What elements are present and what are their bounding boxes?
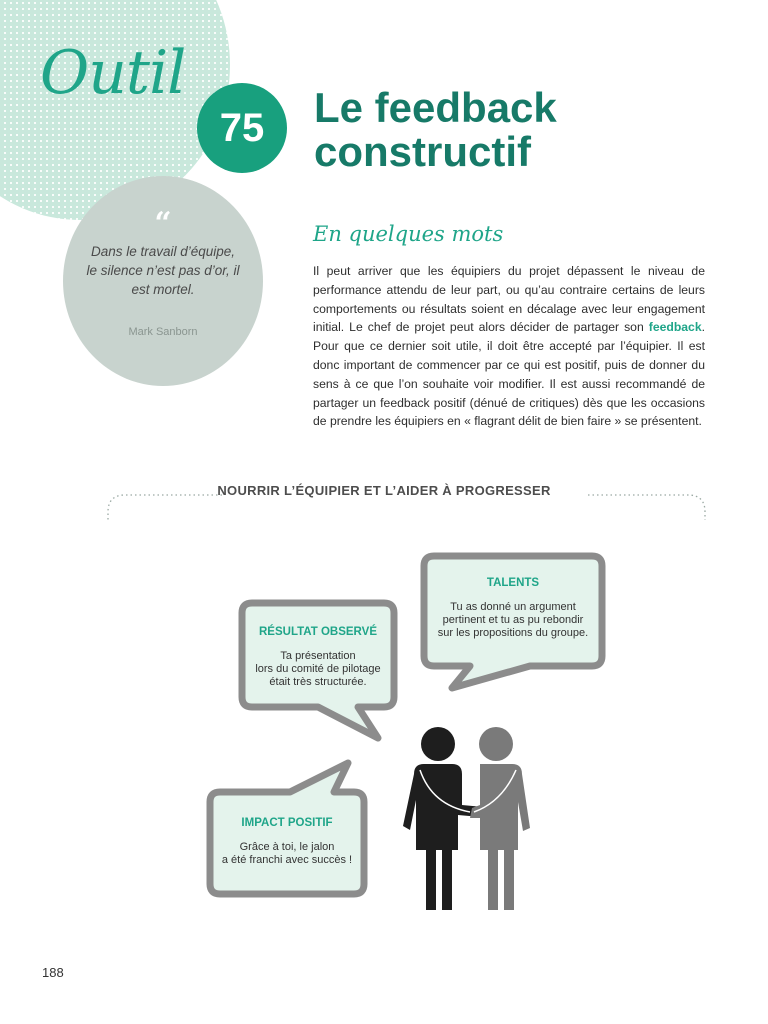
- impact-title: IMPACT POSITIF: [241, 817, 333, 829]
- figure-left-head: [421, 727, 455, 761]
- summary-heading: En quelques mots: [313, 222, 504, 246]
- talents-line-2: pertinent et tu as pu rebondir: [442, 614, 584, 626]
- talents-text: [430, 601, 596, 640]
- resultat-title: RÉSULTAT OBSERVÉ: [259, 626, 377, 638]
- resultat-line-2: lors du comité de pilotage: [255, 663, 381, 675]
- resultat-line-3: était très structurée.: [269, 676, 367, 688]
- title-line-1: Le feedback: [314, 84, 557, 131]
- impact-line-2: a été franchi avec succès !: [221, 854, 353, 866]
- quote-mark-icon: “: [154, 206, 172, 241]
- tool-label: Outil: [40, 38, 186, 108]
- tool-number: 75: [219, 105, 265, 150]
- resultat-text: [246, 650, 390, 689]
- quote-author: Mark Sanborn: [128, 326, 198, 338]
- talents-line-3: sur les propositions du groupe.: [437, 627, 589, 639]
- page-number: 188: [42, 965, 64, 980]
- talents-title: TALENTS: [486, 577, 540, 589]
- figure-right: [470, 727, 530, 910]
- resultat-line-1: Ta présentation: [280, 650, 356, 662]
- impact-line-1: Grâce à toi, le jalon: [239, 841, 335, 853]
- figure-right-body: [470, 764, 530, 910]
- quote-text: Dans le travail d’équipe, le silence n’est pas d’or, il est mortel.: [86, 244, 240, 297]
- impact-text: [212, 841, 362, 867]
- summary-text-part-2: . Pour que ce dernier soit utile, il doit être accepté par l’équipier. Il est donc important de commencer par ce qui est positif, puis de donner du sens à ce que l’on souhaite voir modifier. Il est aussi recommandé de partager un feedback positif (dénué de critiques) dès que les occasions de prendre les équipiers en « flagrant délit de bien faire » se présentent.: [313, 320, 705, 429]
- talents-line-1: Tu as donné un argument: [450, 601, 576, 613]
- title-line-2: constructif: [314, 128, 532, 175]
- section-title: NOURRIR L’ÉQUIPIER ET L’AIDER À PROGRESSER: [217, 483, 551, 498]
- summary-text-part-1: Il peut arriver que les équipiers du projet dépassent le niveau de performance attendu de leur part, ou qu’au contraire certains de leurs comportements ou résultats soient en décalage avec leur engagement initial. Le chef de projet peut alors décider de partager son: [313, 264, 705, 335]
- feedback-highlight: feedback: [648, 320, 702, 335]
- figure-right-head: [479, 727, 513, 761]
